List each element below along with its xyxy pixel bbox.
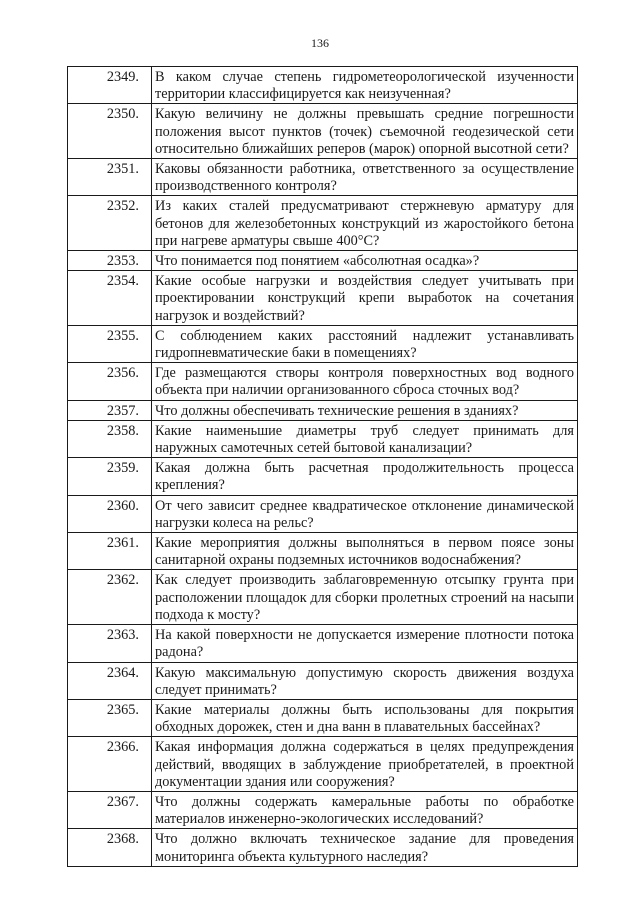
questions-table xyxy=(67,66,578,867)
question-number: 2358. xyxy=(68,420,152,457)
question-row xyxy=(68,271,578,326)
question-row xyxy=(68,325,578,362)
question-text: Что должны обеспечивать технические решения в зданиях? xyxy=(152,400,578,420)
question-number: 2368. xyxy=(68,829,152,866)
question-row xyxy=(68,159,578,196)
question-row xyxy=(68,196,578,251)
question-number: 2362. xyxy=(68,570,152,625)
question-number: 2367. xyxy=(68,791,152,828)
question-text: Какие особые нагрузки и воздействия следует учитывать при проектировании конструкций крепи выработок на сочетания нагрузок и воздействий? xyxy=(152,271,578,326)
question-text: Из каких сталей предусматривают стержневую арматуру для бетонов для железобетонных конструкций из жаростойкого бетона при нагреве арматуры свыше 400°C? xyxy=(152,196,578,251)
question-row xyxy=(68,420,578,457)
question-text: В каком случае степень гидрометеорологической изученности территории классифицируется как неизученная? xyxy=(152,67,578,104)
question-row xyxy=(68,251,578,271)
question-row xyxy=(68,104,578,159)
page-number: 136 xyxy=(311,36,329,50)
question-text: Что должно включать техническое задание для проведения мониторинга объекта культурного наследия? xyxy=(152,829,578,866)
question-row xyxy=(68,791,578,828)
question-text: Какие материалы должны быть использованы для покрытия обходных дорожек, стен и дна ванн в плавательных бассейнах? xyxy=(152,699,578,736)
question-number: 2355. xyxy=(68,325,152,362)
question-text: Что должны содержать камеральные работы по обработке материалов инженерно-экологических исследований? xyxy=(152,791,578,828)
question-row xyxy=(68,458,578,495)
question-text: Какие наименьшие диаметры труб следует принимать для наружных самотечных сетей бытовой канализации? xyxy=(152,420,578,457)
question-number: 2360. xyxy=(68,495,152,532)
question-text: На какой поверхности не допускается измерение плотности потока радона? xyxy=(152,625,578,662)
question-text: Как следует производить заблаговременную отсыпку грунта при расположении площадок для сборки пролетных строений на насыпи подхода к мосту? xyxy=(152,570,578,625)
question-number: 2354. xyxy=(68,271,152,326)
question-number: 2350. xyxy=(68,104,152,159)
question-text: Какая должна быть расчетная продолжительность процесса крепления? xyxy=(152,458,578,495)
question-row xyxy=(68,67,578,104)
question-text: С соблюдением каких расстояний надлежит устанавливать гидропневматические баки в помещениях? xyxy=(152,325,578,362)
question-row xyxy=(68,495,578,532)
question-row xyxy=(68,699,578,736)
question-row xyxy=(68,533,578,570)
question-row xyxy=(68,662,578,699)
question-number: 2351. xyxy=(68,159,152,196)
question-row xyxy=(68,829,578,866)
question-number: 2364. xyxy=(68,662,152,699)
question-text: Какую максимальную допустимую скорость движения воздуха следует принимать? xyxy=(152,662,578,699)
question-row xyxy=(68,570,578,625)
question-number: 2359. xyxy=(68,458,152,495)
question-number: 2349. xyxy=(68,67,152,104)
question-number: 2365. xyxy=(68,699,152,736)
question-text: Каковы обязанности работника, ответственного за осуществление производственного контроля? xyxy=(152,159,578,196)
question-number: 2352. xyxy=(68,196,152,251)
question-number: 2366. xyxy=(68,737,152,792)
question-row xyxy=(68,363,578,400)
question-number: 2356. xyxy=(68,363,152,400)
questions-table-body xyxy=(68,67,578,867)
question-number: 2353. xyxy=(68,251,152,271)
question-text: Что понимается под понятием «абсолютная осадка»? xyxy=(152,251,578,271)
question-row xyxy=(68,400,578,420)
question-row xyxy=(68,737,578,792)
question-row xyxy=(68,625,578,662)
question-text: Где размещаются створы контроля поверхностных вод водного объекта при наличии организованного сброса сточных вод? xyxy=(152,363,578,400)
question-text: От чего зависит среднее квадратическое отклонение динамической нагрузки колеса на рельс? xyxy=(152,495,578,532)
question-text: Какую величину не должны превышать средние погрешности положения высот пунктов (точек) съемочной геодезической сети относительно ближайших реперов (марок) опорной высотной сети? xyxy=(152,104,578,159)
question-number: 2363. xyxy=(68,625,152,662)
question-number: 2357. xyxy=(68,400,152,420)
question-number: 2361. xyxy=(68,533,152,570)
question-text: Какая информация должна содержаться в целях предупреждения действий, вводящих в заблуждение приобретателей, в проектной документации здания или сооружения? xyxy=(152,737,578,792)
question-text: Какие мероприятия должны выполняться в первом поясе зоны санитарной охраны подземных источников водоснабжения? xyxy=(152,533,578,570)
